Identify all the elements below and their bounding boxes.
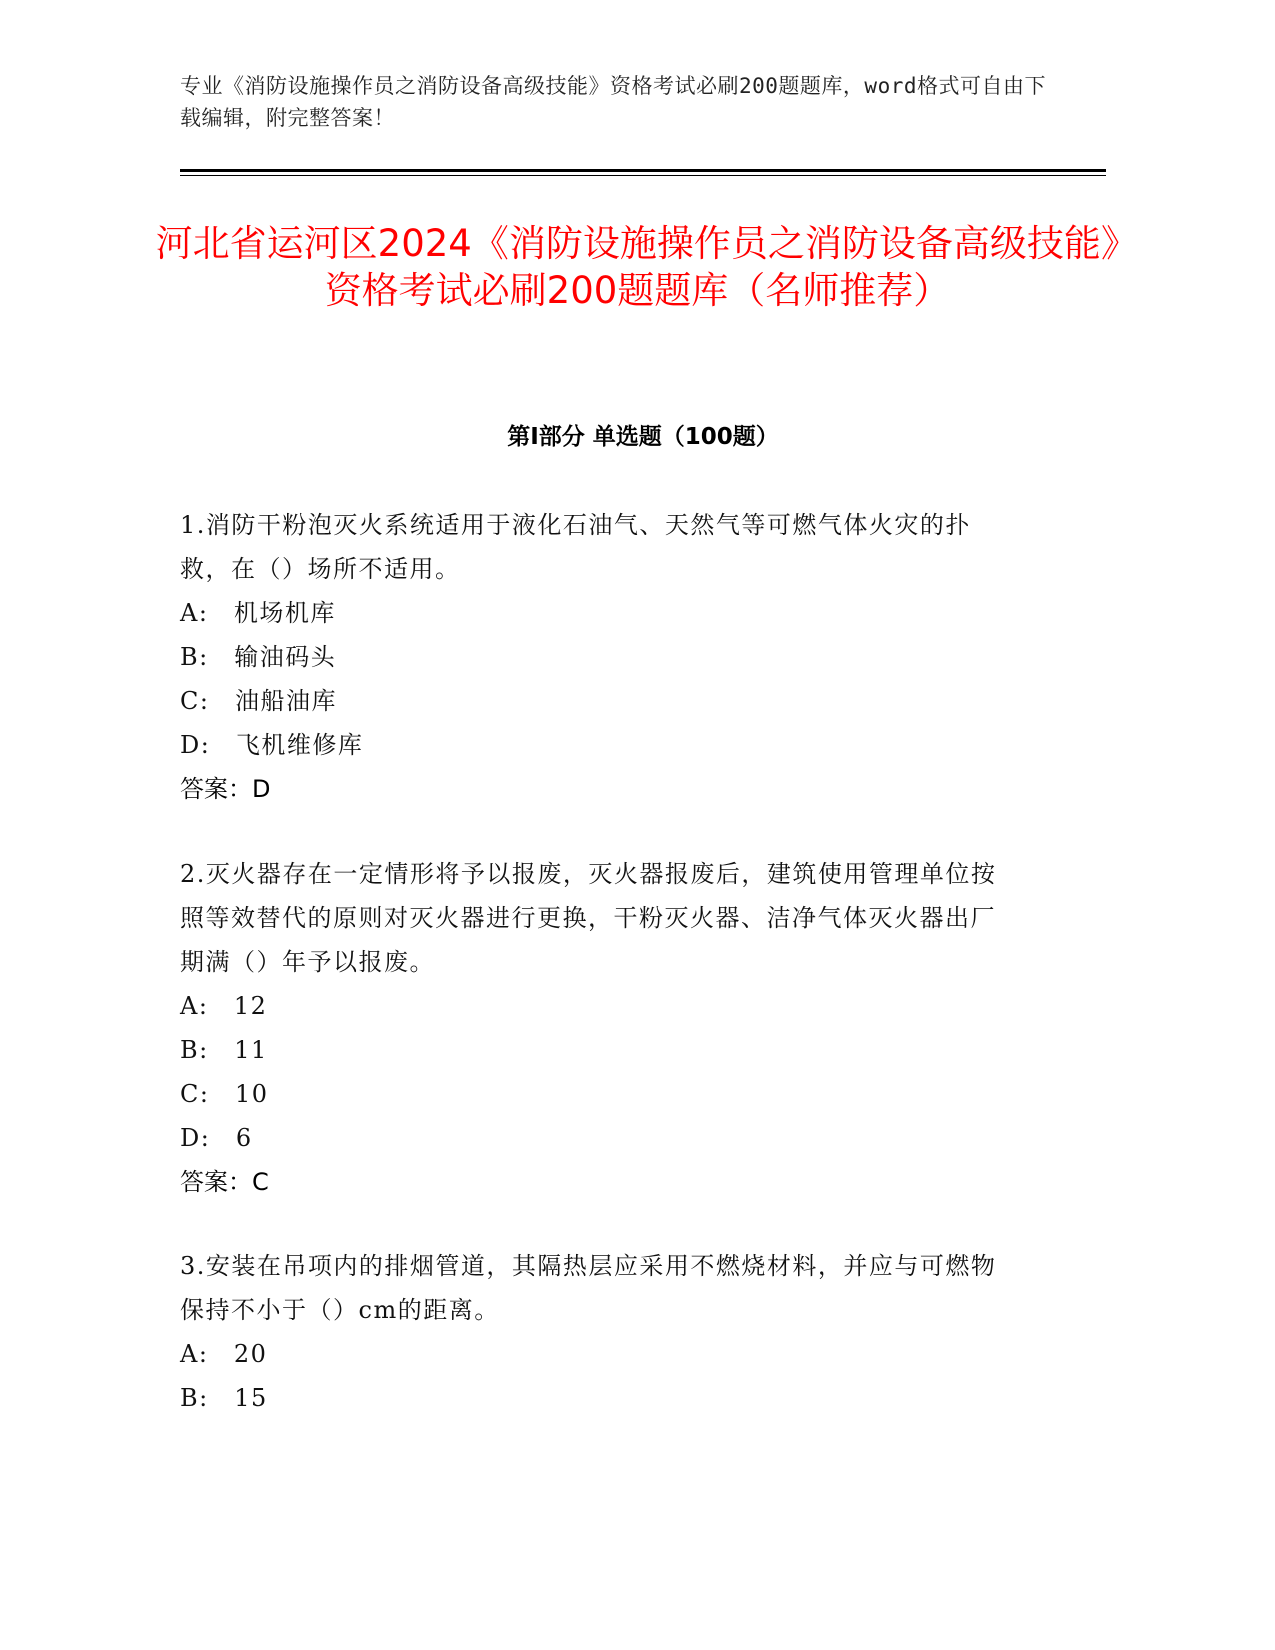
header-rule-thick: [180, 169, 1106, 172]
section-title: 第I部分 单选题（100题）: [507, 424, 779, 450]
option-b: B: 15: [180, 1384, 268, 1412]
question-stem: 1.消防干粉泡灭火系统适用于液化石油气、天然气等可燃气体火灾的扑救，在（）场所不适用。: [180, 511, 971, 583]
answer: 答案：C: [180, 1168, 269, 1196]
question-2: [180, 852, 1020, 1204]
header-note: 专业《消防设施操作员之消防设备高级技能》资格考试必刷200题题库，word格式可自由下载编辑，附完整答案！: [180, 74, 1046, 130]
option-b: B: 11: [180, 1036, 268, 1064]
question-1: [180, 503, 1020, 811]
option-a: A: 20: [180, 1340, 268, 1368]
header-rule-thin: [180, 175, 1106, 176]
option-b: B: 输油码头: [180, 643, 337, 671]
question-stem: 3.安装在吊项内的排烟管道，其隔热层应采用不燃烧材料，并应与可燃物保持不小于（）cm的距离。: [180, 1252, 997, 1324]
option-c: C: 油船油库: [180, 687, 337, 715]
question-3: [180, 1244, 1020, 1420]
option-c: C: 10: [180, 1080, 269, 1108]
option-d: D: 飞机维修库: [180, 731, 364, 759]
option-a: A: 12: [180, 992, 268, 1020]
option-d: D: 6: [180, 1124, 253, 1152]
answer: 答案：D: [180, 775, 271, 803]
question-stem: 2.灭火器存在一定情形将予以报废，灭火器报废后，建筑使用管理单位按照等效替代的原则对灭火器进行更换，干粉灭火器、洁净气体灭火器出厂期满（）年予以报废。: [180, 860, 997, 976]
option-a: A: 机场机库: [180, 599, 336, 627]
document-title: 河北省运河区2024《消防设施操作员之消防设备高级技能》资格考试必刷200题题库（名师推荐）: [155, 222, 1120, 312]
